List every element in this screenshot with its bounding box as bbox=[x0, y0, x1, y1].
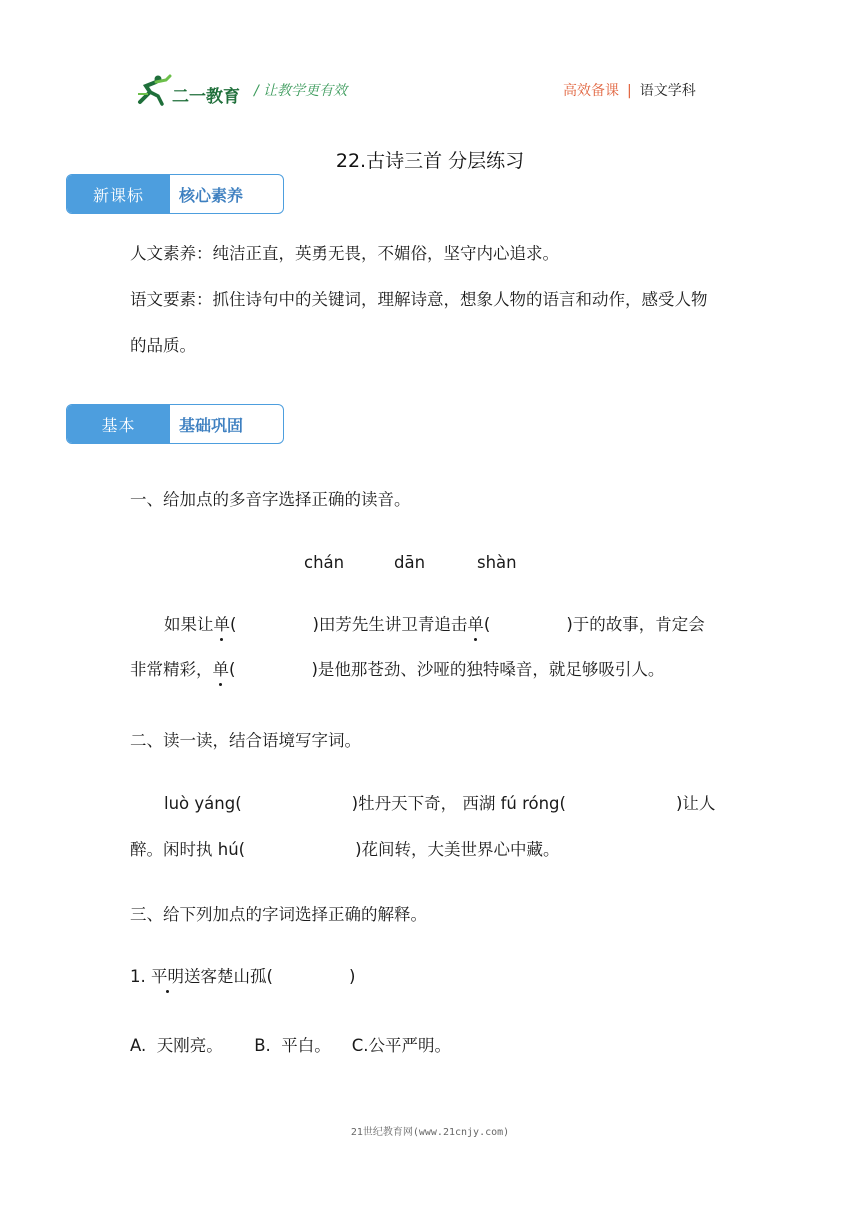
q1-line1-text-c: )于的故事，肯定会 bbox=[566, 615, 705, 634]
q1-dotted-char-1: 单 bbox=[214, 613, 231, 636]
q2-line1-text-b: )牡丹天下奇， 西湖 fú róng( bbox=[351, 794, 566, 813]
language-element-line2: 的品质。 bbox=[130, 336, 196, 355]
q1-line2-paren: ( bbox=[229, 660, 236, 679]
q1-line2 bbox=[130, 658, 664, 681]
q3-dotted-word: 平明 bbox=[151, 965, 184, 988]
q1-option-shan: shàn bbox=[477, 553, 517, 572]
header-subject-label: 语文学科 bbox=[639, 83, 696, 99]
header-separator: | bbox=[627, 83, 632, 99]
q1-line2-text-a: 非常精彩， bbox=[130, 660, 213, 679]
q2-line1-text-c: )让人 bbox=[675, 794, 716, 813]
q1-option-chan: chán bbox=[304, 553, 345, 572]
q1-line1-text-b: )田芳先生讲卫青追击 bbox=[312, 615, 468, 634]
language-element-line1: 语文要素：抓住诗句中的关键词，理解诗意，想象人物的语言和动作，感受人物 bbox=[130, 290, 708, 309]
page-title: 22.古诗三首 分层练习 bbox=[335, 150, 525, 172]
q1-option-dan: dān bbox=[394, 553, 426, 572]
header-prep-label: 高效备课 bbox=[563, 83, 619, 99]
badge-core-literacy-left: 新课标 bbox=[67, 175, 170, 213]
runner-logo-icon bbox=[136, 74, 172, 106]
q2-line2-text-b: )花间转，大美世界心中藏。 bbox=[355, 840, 560, 859]
q3-heading: 三、给下列加点的字词选择正确的解释。 bbox=[130, 905, 427, 924]
badge-basic bbox=[66, 404, 284, 444]
q2-line2 bbox=[130, 838, 560, 861]
q1-dotted-char-2: 单 bbox=[467, 613, 484, 636]
badge-basic-right: 基础巩固 bbox=[179, 415, 244, 435]
q3-choices: A. 天刚亮。 B. 平白。 C.公平严明。 bbox=[130, 1036, 452, 1055]
slogan: / 让教学更有效 bbox=[254, 83, 348, 99]
q2-line1-text-a: luò yáng( bbox=[164, 794, 242, 813]
logo-text: 二一教育 bbox=[172, 87, 240, 107]
q1-heading: 一、给加点的多音字选择正确的读音。 bbox=[130, 490, 411, 509]
badge-core-literacy-right: 核心素养 bbox=[179, 185, 244, 205]
q2-line2-text-a: 醉。闲时执 hú( bbox=[130, 840, 246, 859]
footer-source: 21世纪教育网(www.21cnjy.com) bbox=[350, 1127, 510, 1138]
humanistic-literacy-text: 人文素养：纯洁正直，英勇无畏，不媚俗，坚守内心追求。 bbox=[130, 244, 559, 263]
header-right bbox=[563, 80, 696, 100]
q1-line1-paren-1: ( bbox=[230, 615, 237, 634]
q1-line2-text-b: )是他那苍劲、沙哑的独特嗓音，就足够吸引人。 bbox=[311, 660, 665, 679]
q1-line1 bbox=[164, 613, 705, 636]
brand-logo bbox=[136, 74, 246, 108]
badge-core-literacy bbox=[66, 174, 284, 214]
q2-line1 bbox=[164, 792, 715, 815]
q2-heading: 二、读一读，结合语境写字词。 bbox=[130, 731, 361, 750]
q1-line1-paren-2: ( bbox=[483, 615, 491, 634]
q1-line1-text-a: 如果让 bbox=[164, 615, 214, 634]
q3-item1-text: 送客楚山孤( bbox=[184, 967, 273, 986]
badge-basic-left: 基本 bbox=[67, 405, 170, 443]
q1-dotted-char-3: 单 bbox=[213, 658, 230, 681]
q3-item1 bbox=[130, 965, 355, 988]
q3-item1-number: 1. bbox=[130, 967, 151, 986]
q3-item1-paren-close: ) bbox=[348, 967, 356, 986]
